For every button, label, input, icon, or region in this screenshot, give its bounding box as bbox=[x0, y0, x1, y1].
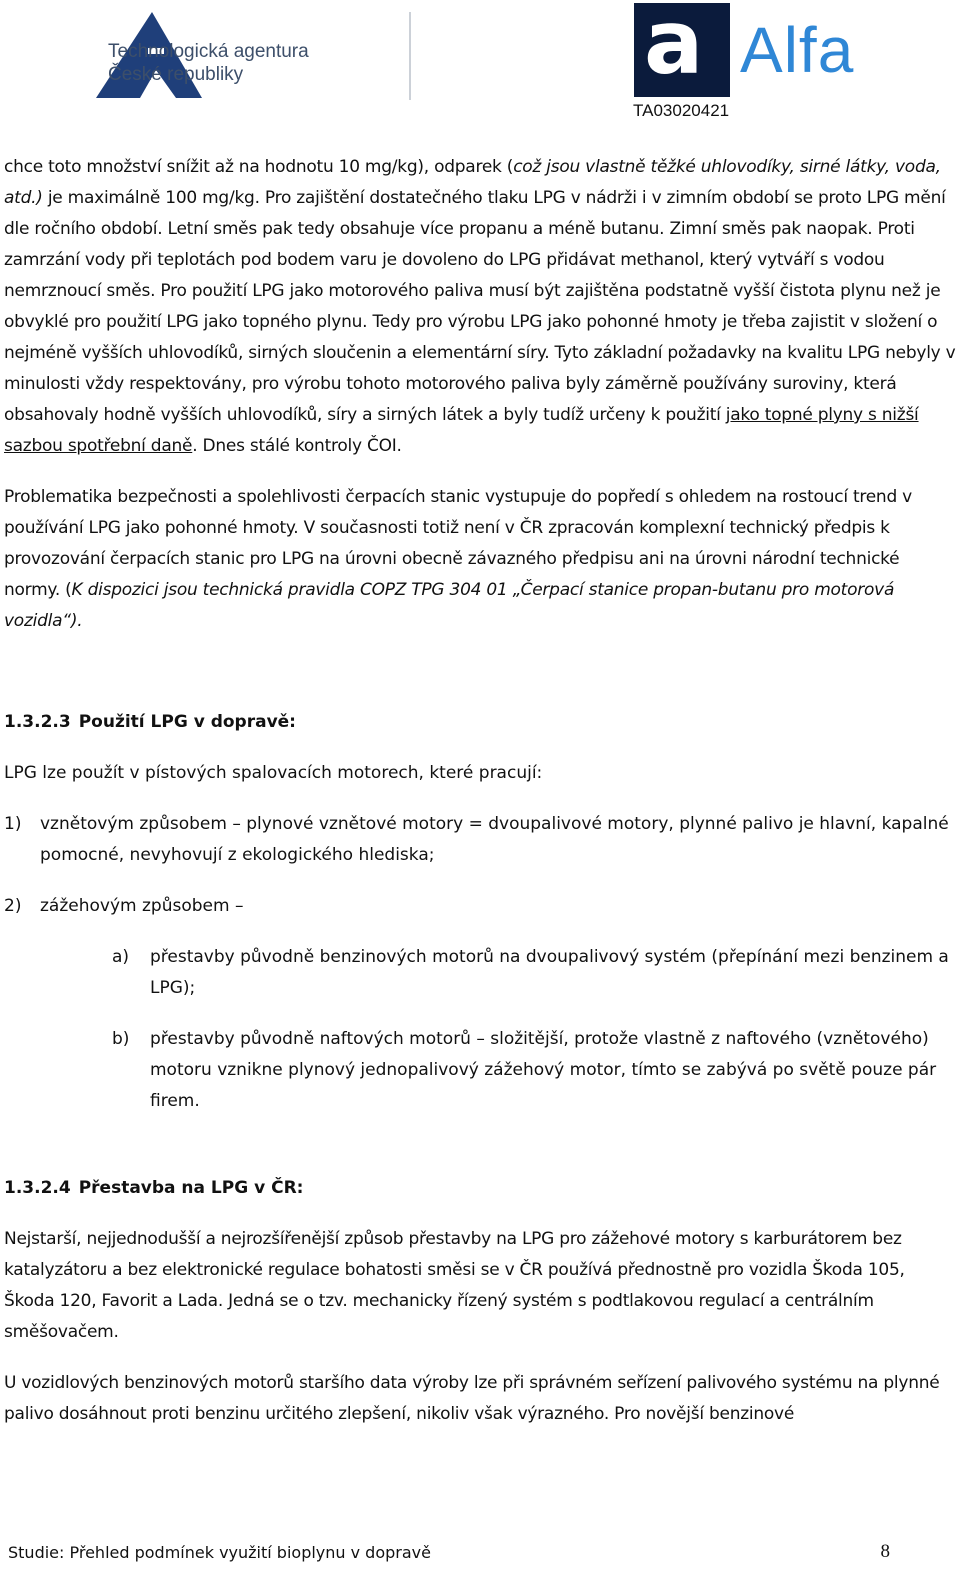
page-header bbox=[0, 0, 960, 130]
document-body bbox=[4, 152, 956, 1450]
grant-id: TA03020421 bbox=[633, 101, 730, 120]
paragraph-lpg-quality: chce toto množství snížit až na hodnotu 10 mg/kg), odparek (což jsou vlastně těžké uhlovodíky, sirné látky, voda, atd.) je maximálně 100 mg/kg. Pro zajištění dostatečného tlaku LPG v nádrži i v zimním období se proto LPG mění dle ročního období. Letní směs pak tedy obsahuje více propanu a méně butanu. Zimní směs pak naopak. Proti zamrzání vody při teplotách pod bodem varu je dovoleno do LPG přidávat methanol, který vytváří s vodou nemrznoucí směs. Pro použití LPG jako motorového paliva musí být zajištěna podstatně vyšší čistota plynu než je obvyklé pro použití LPG jako topného plynu. Tedy pro výrobu LPG jako pohonné hmoty je třeba zajistit v složení o nejméně vyšších uhlovodíků, sirných sloučenin a elementární síry. Tyto základní požadavky na kvalitu LPG nebyly v minulosti vždy respektovány, pro výrobu tohoto motorového paliva byly záměrně používány suroviny, která obsahovaly hodně vyšších uhlovodíků, síry a sirných látek a byly tudíž určeny k použití jako topné plyny s nižší sazbou spotřební daně. Dnes stálé kontroly ČOI. bbox=[4, 157, 956, 456]
list-item: 2) zážehovým způsobem – bbox=[4, 896, 244, 916]
list-item: 1) vznětovým způsobem – plynové vznětové motory = dvoupalivové motory, plynné palivo je hlavní, kapalné pomocné, nevyhovují z ekologického hlediska; bbox=[4, 814, 949, 865]
alfa-logo-word: Alfa bbox=[740, 14, 855, 86]
page-footer bbox=[8, 1543, 954, 1562]
paragraph-safety: Problematika bezpečnosti a spolehlivosti čerpacích stanic vystupuje do popředí s ohledem na rostoucí trend v používání LPG jako pohonné hmoty. V současnosti totiž není v ČR zpracován komplexní technický předpis k provozování čerpacích stanic pro LPG na úrovni obecně závazného předpisu ani na úrovni národní technické normy. (K dispozici jsou technická pravidla COPZ TPG 304 01 „Čerpací stanice propan-butanu pro motorová vozidla“). bbox=[4, 487, 912, 631]
underlined-text: jako topné plyny s nižší sazbou spotřební daně bbox=[4, 405, 919, 456]
footer-title: Studie: Přehled podmínek využití bioplynu v dopravě bbox=[8, 1543, 431, 1562]
paragraph-conversion: Nejstarší, nejjednodušší a nejrozšířenější způsob přestavby na LPG pro zážehové motory s karburátorem bez katalyzátoru a bez elektronické regulace bohatosti směsi se v ČR používá přednostně pro vozidla Škoda 105, Škoda 120, Favorit a Lada. Jedná se o tzv. mechanicky řízený systém s podtlakovou regulací a centrálním směšovačem. bbox=[4, 1229, 905, 1342]
tacr-logo-text: Technologická agentura České republiky bbox=[108, 41, 309, 85]
page-number: 8 bbox=[880, 1541, 890, 1562]
sub-list-item: a) přestavby původně benzinových motorů na dvoupalivový systém (přepínání mezi benzinem a LPG); bbox=[112, 947, 949, 998]
paragraph-older-engines: U vozidlových benzinových motorů staršího data výroby lze při správném seřízení palivového systému na plynné palivo dosáhnout proti benzinu určitého zlepšení, nikoliv však výrazného. Pro novější benzinové bbox=[4, 1373, 940, 1424]
section-heading-1-3-2-4: 1.3.2.4 Přestavba na LPG v ČR: bbox=[4, 1178, 304, 1198]
alfa-logo-mark: a bbox=[634, 3, 730, 97]
paragraph-engines: LPG lze použít v pístových spalovacích motorech, které pracují: bbox=[4, 763, 543, 783]
sub-list-item: b) přestavby původně naftových motorů – složitější, protože vlastně z naftového (vznětového) motoru vznikne plynový jednopalivový zážehový motor, tímto se zabývá po světě pouze pár firem. bbox=[112, 1029, 937, 1111]
section-heading-1-3-2-3: 1.3.2.3 Použití LPG v dopravě: bbox=[4, 712, 296, 732]
